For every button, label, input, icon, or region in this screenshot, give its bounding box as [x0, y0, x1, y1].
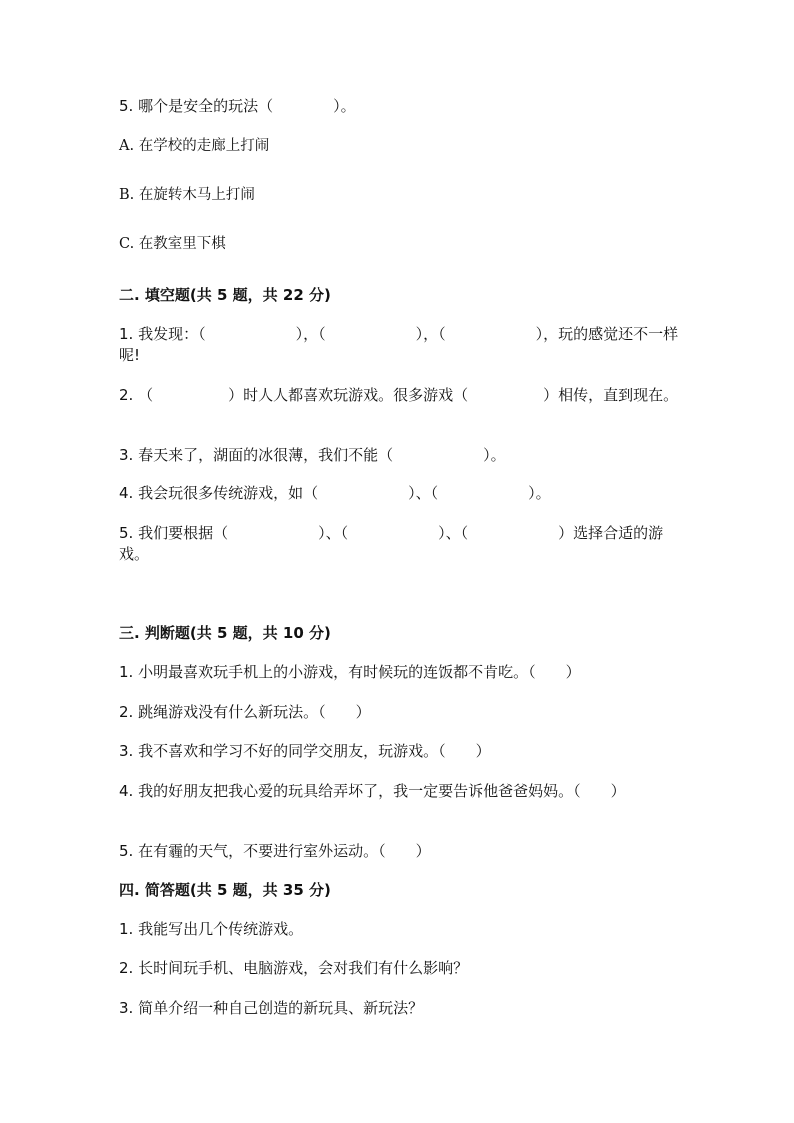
- judge-item-5: 5. 在有霾的天气，不要进行室外运动。（ ）: [119, 842, 431, 860]
- judge-item-2: 2. 跳绳游戏没有什么新玩法。（ ）: [119, 703, 371, 721]
- fill-in-item-3: 3. 春天来了，湖面的冰很薄，我们不能（ ）。: [119, 446, 506, 464]
- short-answer-heading: 四. 简答题(共 5 题，共 35 分): [119, 881, 331, 899]
- fill-in-item-5: 5. 我们要根据（ ）、（ ）、（ ）选择合适的游戏。: [119, 524, 664, 563]
- short-answer-item-1: 1. 我能写出几个传统游戏。: [119, 920, 304, 938]
- fill-in-heading: 二. 填空题(共 5 题，共 22 分): [119, 286, 331, 304]
- fill-in-item-4: 4. 我会玩很多传统游戏，如（ ）、（ ）。: [119, 484, 551, 502]
- short-answer-item-3: 3. 简单介绍一种自己创造的新玩具、新玩法？: [119, 999, 424, 1017]
- option-c: C. 在教室里下棋: [119, 236, 226, 252]
- question-5-stem: 5. 哪个是安全的玩法（ ）。: [119, 97, 356, 115]
- fill-in-item-1: 1. 我发现：（ ），（ ），（ ），玩的感觉还不一样呢!: [119, 325, 679, 364]
- option-a: A. 在学校的走廊上打闹: [119, 138, 270, 154]
- judge-heading: 三. 判断题(共 5 题，共 10 分): [119, 624, 331, 642]
- short-answer-item-2: 2. 长时间玩手机、电脑游戏，会对我们有什么影响？: [119, 959, 469, 977]
- judge-item-3: 3. 我不喜欢和学习不好的同学交朋友，玩游戏。（ ）: [119, 742, 491, 760]
- judge-item-1: 1. 小明最喜欢玩手机上的小游戏，有时候玩的连饭都不肯吃。（ ）: [119, 663, 581, 681]
- option-b: B. 在旋转木马上打闹: [119, 187, 255, 203]
- fill-in-item-2: 2. （ ）时人人都喜欢玩游戏。很多游戏（ ）相传，直到现在。: [119, 386, 679, 404]
- judge-item-4: 4. 我的好朋友把我心爱的玩具给弄坏了，我一定要告诉他爸爸妈妈。（ ）: [119, 782, 626, 800]
